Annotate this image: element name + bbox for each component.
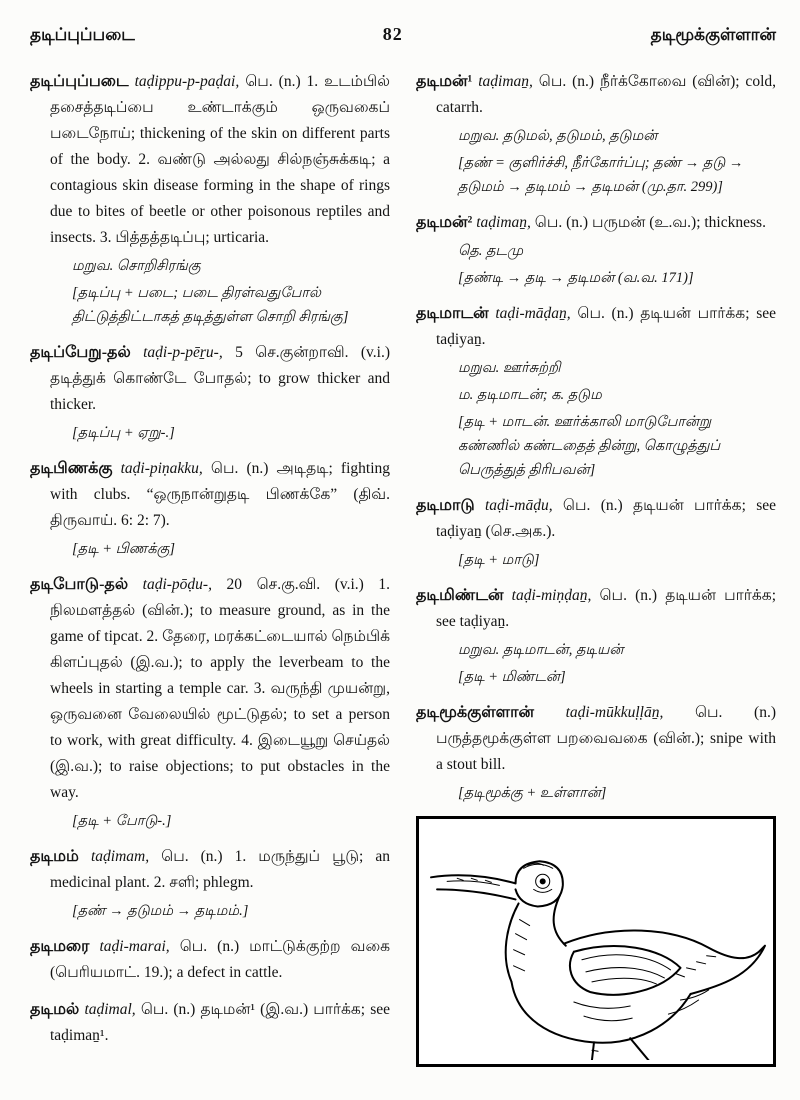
- entry-transliteration: taḍimal,: [84, 1001, 136, 1018]
- entry-etymology: [தடி + மிண்டன்]: [458, 669, 566, 685]
- entry-definition: 20 செ.கு.வி. (v.i.) 1. நிலமளத்தல் (வின்.); to measure ground, as in the game of tipcat. 2. தேரை, மரக்கட்டையால் நெம்பிக் கிளப்புதல் (இ.வ.); to apply the leverbeam to the wheels in starting a temple car. 3. வருந்தி முயன்று, ஒருவனை வேலையில் மூட்டுதல்; to set a person to work, with great difficulty. 4. இடையூறு செய்தல் (இ.வ.); to raise objections; to put obstacles in the way.: [50, 576, 391, 801]
- entry-etymology: [தண் → தடுமம் → தடிமம்.]: [72, 903, 249, 919]
- entry-etymology: [தடி + மாடு]: [458, 552, 540, 568]
- entry-definition: பெ. (n.) தடியன் பார்க்க; see taḍiyaṉ.: [436, 305, 777, 348]
- dictionary-entry: [30, 572, 390, 833]
- entry-text: [416, 210, 776, 236]
- dictionary-entry: [30, 997, 390, 1049]
- entry-definition: பெ. (n.) தடியன் பார்க்க; see taḍiyaṉ (செ.அக.).: [436, 497, 777, 540]
- entry-text: [30, 844, 390, 896]
- entry-headword: தடிமல்: [30, 1001, 80, 1018]
- entry-definition: பெ. (n.) நீர்க்கோவை (வின்); cold, catarrh.: [436, 73, 776, 116]
- dictionary-entry: [416, 493, 776, 572]
- header-right-word: தடிமூக்குள்ளான்: [650, 25, 776, 44]
- entry-transliteration: taḍimaṉ,: [478, 73, 533, 90]
- dictionary-entry: [416, 210, 776, 290]
- dictionary-entry: [30, 456, 390, 561]
- entry-headword: தடிமன்¹: [416, 73, 473, 90]
- entry-text: [30, 997, 390, 1049]
- entry-transliteration: taḍippu-p-paḍai,: [134, 73, 240, 90]
- entry-text: [416, 583, 776, 635]
- entry-headword: தடிப்புப்படை: [30, 73, 129, 90]
- entry-headword: தடிமூக்குள்ளான்: [416, 704, 534, 721]
- entry-text: [30, 69, 390, 251]
- entry-transliteration: taḍi-māḍu,: [485, 497, 553, 514]
- entry-text: [416, 700, 776, 778]
- bird-illustration-box: [416, 816, 776, 1067]
- entry-definition: பெ. (n.) 1. மருந்துப் பூடு; an medicinal plant. 2. சளி; phlegm.: [50, 848, 391, 891]
- entry-definition: பெ. (n.) மாட்டுக்குற்ற வகை (பெரியமாட். 19.); a defect in cattle.: [50, 938, 391, 981]
- entry-variant-line: ம. தடிமாடன்; க. தடும: [458, 387, 602, 403]
- entry-text: [416, 493, 776, 545]
- entry-transliteration: taḍi-p-pēṟu-,: [143, 344, 223, 361]
- entry-text: [416, 301, 776, 353]
- entry-transliteration: taḍimam,: [90, 848, 150, 865]
- entry-text: [30, 934, 390, 986]
- entry-etymology: [தடிப்பு + படை; படை திரள்வதுபோல் திட்டுத்திட்டாகத் தடித்துள்ள சொறி சிரங்கு]: [72, 285, 349, 325]
- entry-headword: தடிமம்: [30, 848, 79, 865]
- entry-text: [30, 340, 390, 418]
- entry-etymology: [தடி + பிணக்கு]: [72, 541, 176, 557]
- two-column-body: [30, 69, 776, 1067]
- right-column: [416, 69, 776, 1067]
- snipe-bird-drawing: [423, 823, 769, 1060]
- entry-etymology: [தடி + போடு-.]: [72, 813, 172, 829]
- dictionary-entry: [416, 69, 776, 199]
- entry-text: [30, 572, 390, 806]
- entry-transliteration: taḍi-mūkkuḷḷāṉ,: [565, 704, 664, 721]
- entry-headword: தடிபோடு-தல்: [30, 576, 129, 593]
- dictionary-entry: [416, 700, 776, 805]
- entry-text: [416, 69, 776, 121]
- entry-transliteration: taḍi-miṇḍaṉ,: [511, 587, 592, 604]
- entry-variant-line: தெ. தடமு: [458, 243, 524, 259]
- page-number: 82: [382, 24, 403, 44]
- entry-headword: தடிமிண்டன்: [416, 587, 504, 604]
- dictionary-entry: [30, 934, 390, 986]
- entry-definition: பெ. (n.) பருமன் (உ.வ.); thickness.: [534, 214, 766, 231]
- entry-headword: தடிமாடு: [416, 497, 475, 514]
- entry-variant-line: மறுவ. தடுமல், தடுமம், தடுமன்: [458, 128, 658, 144]
- entry-variant-line: மறுவ. ஊர்சுற்றி: [458, 360, 561, 376]
- entry-text: [30, 456, 390, 534]
- entry-etymology: [தண்டி → தடி → தடிமன் (வ.வ. 171)]: [458, 270, 694, 286]
- entry-definition: பெ. (n.) தடிமன்¹ (இ.வ.) பார்க்க; see taḍimaṉ¹.: [50, 1001, 391, 1044]
- dictionary-entry: [416, 301, 776, 482]
- entry-headword: தடிமாடன்: [416, 305, 489, 322]
- entry-definition: 5 செ.குன்றாவி. (v.i.) தடித்துக் கொண்டே போதல்; to grow thicker and thicker.: [50, 344, 391, 413]
- entry-variant-line: மறுவ. தடிமாடன், தடியன்: [458, 642, 624, 658]
- entry-transliteration: taḍi-piṇakku,: [120, 460, 203, 477]
- entry-etymology: [தடிப்பு + ஏறு-.]: [72, 425, 175, 441]
- entry-transliteration: taḍimaṉ,: [476, 214, 531, 231]
- entry-transliteration: taḍi-marai,: [99, 938, 170, 955]
- entry-definition: பெ. (n.) பருத்தமூக்குள்ள பறவைவகை (வின்.); snipe with a stout bill.: [436, 704, 776, 773]
- left-column: [30, 69, 390, 1067]
- entry-transliteration: taḍi-pōḍu-,: [142, 576, 212, 593]
- dictionary-entry: [30, 69, 390, 329]
- right-column-entries: [416, 69, 776, 805]
- entry-headword: தடிமரை: [30, 938, 90, 955]
- entry-etymology: [தண் = குளிர்ச்சி, நீர்கோர்ப்பு; தண் → தடு → தடுமம் → தடிமம் → தடிமன் (மு.தா. 299)]: [458, 155, 744, 195]
- entry-variant-line: மறுவ. சொறிசிரங்கு: [72, 258, 201, 274]
- entry-definition: பெ. (n.) அடிதடி; fighting with clubs. “ஒருநான்றுதடி பிணக்கே” (திவ். திருவாய். 6: 2: 7).: [50, 460, 391, 529]
- header-left-word: தடிப்புப்படை: [30, 25, 135, 44]
- entry-definition: பெ. (n.) தடியன் பார்க்க; see taḍiyaṉ.: [436, 587, 776, 630]
- running-header: [30, 24, 776, 47]
- entry-headword: தடிப்பேறு-தல்: [30, 344, 131, 361]
- entry-etymology: [தடி + மாடன். ஊர்க்காலி மாடுபோன்று கண்ணில் கண்டதைத் தின்று, கொழுத்துப் பெருத்துத் திரிபவன்]: [458, 414, 721, 478]
- entry-definition: பெ. (n.) 1. உடம்பில் தசைத்தடிப்பை உண்டாக்கும் ஒருவகைப் படைநோய்; thickening of the skin on different parts of the body. 2. வண்டு அல்லது சில்நஞ்சுக்கடி; a contagious skin disease forming in the shape of rings due to bites of beetle or other poisonous reptiles and insects. 3. பித்தத்தடிப்பு; urticaria.: [50, 73, 391, 246]
- entry-headword: தடிபிணக்கு: [30, 460, 113, 477]
- dictionary-entry: [30, 844, 390, 923]
- dictionary-entry: [416, 583, 776, 689]
- dictionary-entry: [30, 340, 390, 445]
- entry-headword: தடிமன்²: [416, 214, 473, 231]
- entry-etymology: [தடிமூக்கு + உள்ளான்]: [458, 785, 607, 801]
- entry-transliteration: taḍi-māḍaṉ,: [495, 305, 571, 322]
